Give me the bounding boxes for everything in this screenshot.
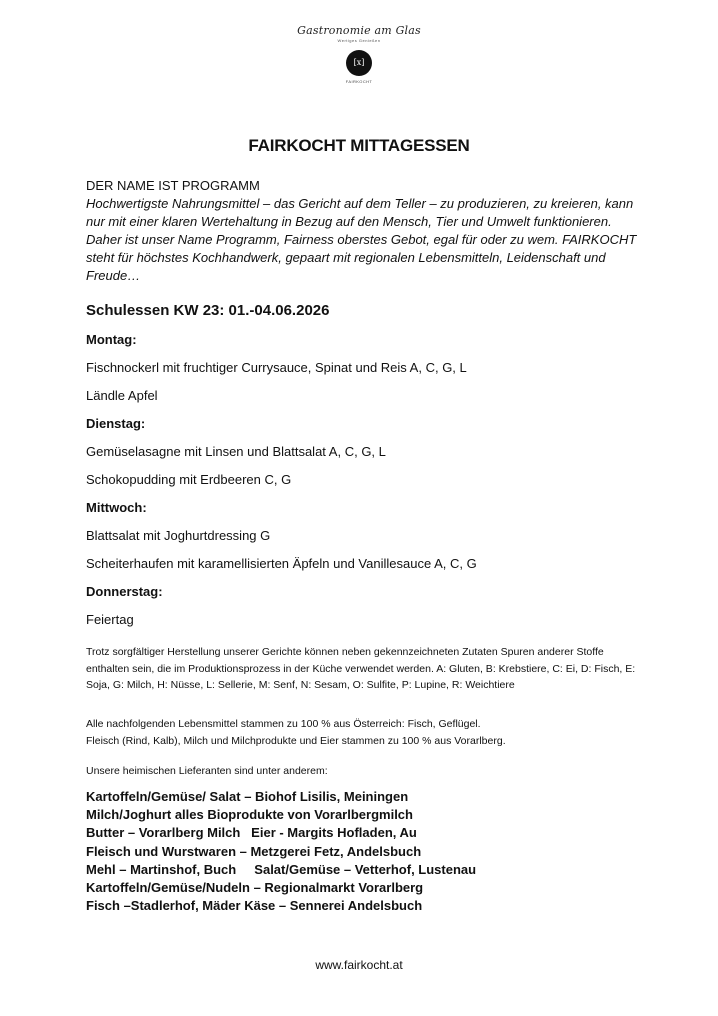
logo-sub-text: Wertiges Genießen: [337, 38, 381, 43]
supplier-item: Fisch –Stadlerhof, Mäder Käse – Sennerei Andelsbuch: [86, 898, 423, 914]
website-link[interactable]: www.fairkocht.at: [315, 958, 403, 972]
supplier-item: Kartoffeln/Gemüse/ Salat – Biohof Lisilis, Meiningen: [86, 789, 409, 804]
supplier-item: Fleisch und Wurstwaren – Metzgerei Fetz, Andelsbuch: [86, 843, 422, 859]
origin-note: [86, 716, 646, 749]
supplier-item: Milch/Joghurt alles Bioprodukte von Vorarlbergmilch: [86, 807, 413, 823]
supplier-item: Butter – Vorarlberg Milch Eier - Margits Hofladen, Au: [86, 825, 417, 841]
suppliers-intro: Unsere heimischen Lieferanten sind unter anderem:: [86, 765, 328, 777]
brand-logo: [0, 24, 718, 84]
dish-item: Blattsalat mit Joghurtdressing G: [86, 528, 271, 543]
supplier-list: [86, 788, 646, 915]
logo-tag-text: FAIRKOCHT: [345, 79, 373, 84]
origin-line: Alle nachfolgenden Lebensmittel stammen zu 100 % aus Österreich: Fisch, Geflügel.: [86, 718, 481, 730]
day-title-monday: Montag:: [86, 332, 137, 347]
page-title: FAIRKOCHT MITTAGESSEN: [248, 136, 470, 155]
origin-line: Fleisch (Rind, Kalb), Milch und Milchprodukte und Eier stammen zu 100 % aus Vorarlberg.: [86, 734, 506, 747]
day-title-tuesday: Dienstag:: [86, 416, 146, 431]
intro-heading: DER NAME IST PROGRAMM: [86, 178, 260, 193]
supplier-item: Kartoffeln/Gemüse/Nudeln – Regionalmarkt Vorarlberg: [86, 880, 424, 896]
week-title: Schulessen KW 23: 01.-04.06.2026: [86, 302, 330, 319]
weekly-menu: [86, 331, 646, 629]
day-title-thursday: Donnerstag:: [86, 584, 163, 599]
dish-item: Ländle Apfel: [86, 388, 158, 403]
day-title-wednesday: Mittwoch:: [86, 500, 147, 515]
dish-item: Scheiterhaufen mit karamellisierten Äpfeln und Vanillesauce A, C, G: [86, 556, 477, 571]
logo-script-text: Gastronomie am Glas: [297, 24, 421, 37]
dish-item: Gemüselasagne mit Linsen und Blattsalat A, C, G, L: [86, 444, 386, 459]
dish-item: Schokopudding mit Erdbeeren C, G: [86, 472, 292, 487]
allergen-note: Trotz sorgfältiger Herstellung unserer Gerichte können neben gekennzeichneten Zutaten Spuren anderer Stoffe enthalten sein, die im Produktionsprozess in der Küche verwendet werden. A: Gluten, B: Krebstiere, C: Ei, D: Fisch, E: Soja, G: Milch, H: Nüsse, L: Sellerie, M: Senf, N: Sesam, O: Sulfite, P: Lupine, R: Weichtiere: [86, 646, 636, 691]
supplier-item: Mehl – Martinshof, Buch Salat/Gemüse – Vetterhof, Lustenau: [86, 861, 477, 877]
dish-item: Fischnockerl mit fruchtiger Currysauce, Spinat und Reis A, C, G, L: [86, 360, 467, 375]
logo-circle-icon: [x]: [346, 50, 372, 76]
dish-item: Feiertag: [86, 612, 134, 627]
intro-section: [86, 177, 646, 285]
intro-text: Hochwertigste Nahrungsmittel – das Gericht auf dem Teller – zu produzieren, zu kreieren, kann nur mit einer klaren Wertehaltung in Bezug auf den Mensch, Tier und Umwelt funktionieren. Daher ist unser Name Programm, Fairness oberstes Gebot, egal für oder zu wem. FAIRKOCHT steht für höchstes Kochhandwerk, gepaart mit regionalen Lebensmitteln, Leidenschaft und Freude…: [86, 196, 637, 283]
